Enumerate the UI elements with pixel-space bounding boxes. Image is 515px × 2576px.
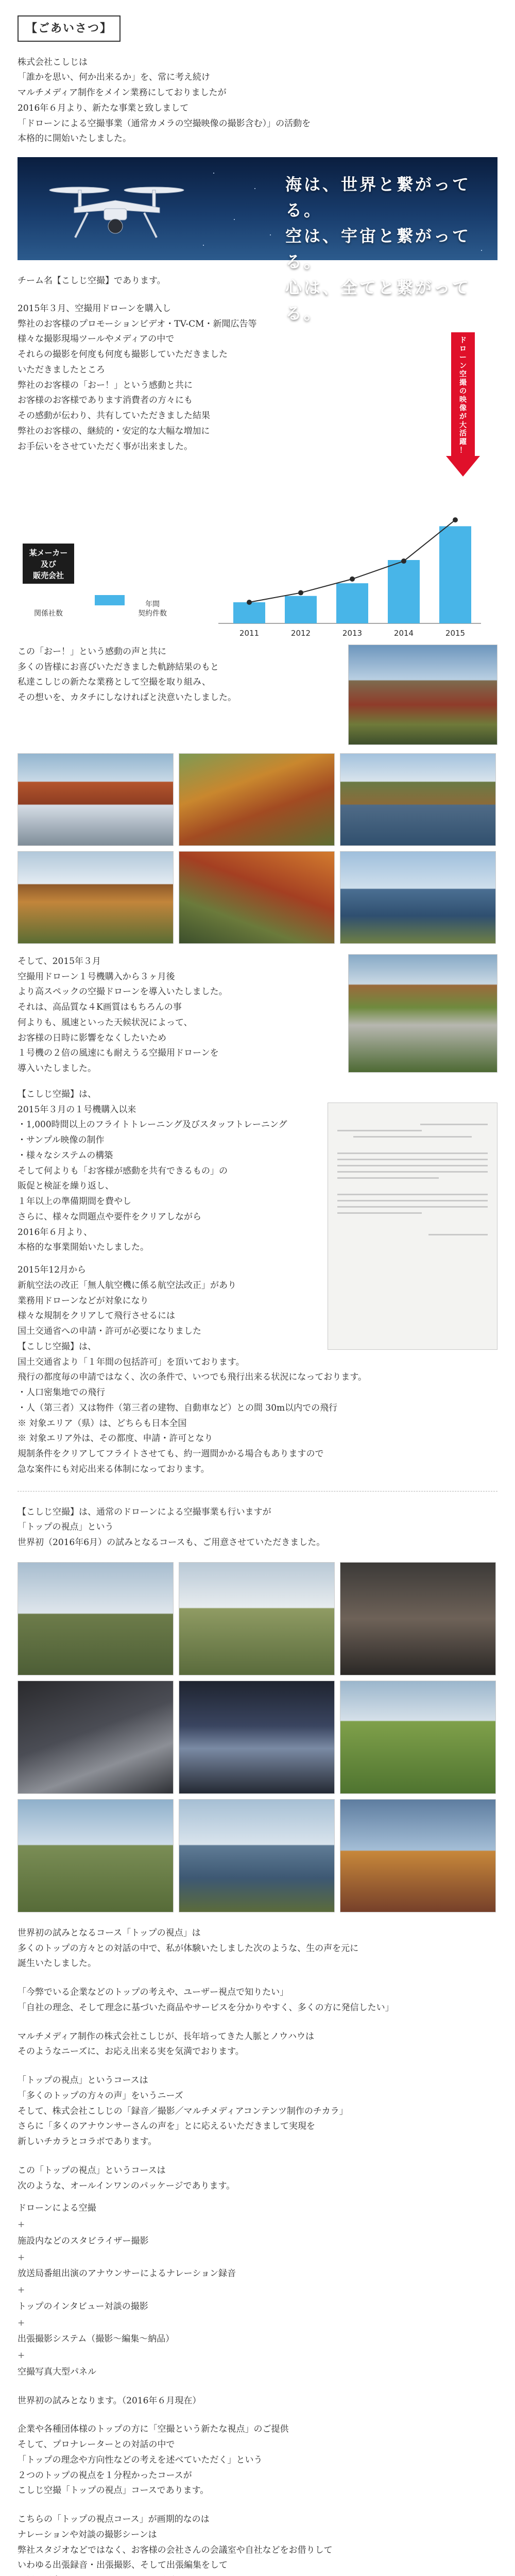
maker-label: 及び — [40, 559, 57, 569]
doc-line — [337, 1200, 488, 1201]
result2-line: こちらの「トップの視点コース」が画期的なのは — [18, 2514, 210, 2524]
license-item: さらに、様々な問題点や要件をクリアしながら — [18, 1211, 201, 1222]
legend-swatch — [95, 595, 125, 605]
license-p2-line: ※ 対象エリア（県）は、どちらも日本全国 — [18, 1418, 187, 1429]
package-item: 出張撮影システム（撮影〜編集〜納品） — [18, 2334, 175, 2345]
arrow-label-char: 活 — [459, 429, 467, 438]
license-p2-line: 2015年12月から — [18, 1265, 86, 1275]
top-view-line: 「トップの視点」というコースは — [18, 2075, 148, 2086]
history3-line: それは、高品質な４K画質はもちろんの事 — [18, 1002, 182, 1012]
service-line: 「トップの視点」という — [18, 1522, 114, 1533]
quote-1: 「今弊でいる企業などのトップの考えや、ユーザー視点で知りたい」 — [18, 1987, 289, 1997]
arrow-label-char: 映 — [459, 395, 467, 404]
license-p2-line: ・人（第三者）又は物件（第三者の建物、自動車など）との間 30m以内での飛行 — [18, 1402, 338, 1413]
result-line: ２つのトップの視点を１分程かったコースが — [18, 2470, 192, 2481]
plus-sign: + — [18, 2317, 25, 2328]
package-intro-line: この「トップの視点」というコースは — [18, 2165, 166, 2176]
top-view-line: さらに「多くのアナウンサーさんの声を」とに応えるいただきまして実現を — [18, 2121, 315, 2132]
intro-line: マルチメディア制作をメイン業務にしておりましたが — [18, 88, 227, 98]
legend-label: 契約件数 — [138, 609, 167, 618]
photo-lakeside — [179, 1799, 335, 1912]
history2-row — [18, 645, 497, 745]
history3-line: 何よりも、風速といった天候状況によって、 — [18, 1017, 193, 1028]
service-line: 世界初（2016年6月）の試みとなるコースも、ご用意させていただきました。 — [18, 1537, 325, 1548]
plus-sign: + — [18, 2252, 25, 2263]
license-p2-line: ・人口密集地での飛行 — [18, 1387, 105, 1398]
history3-line: 導入いたしました。 — [18, 1063, 96, 1074]
arrow-label-char: ン — [459, 362, 467, 370]
package-item: トップのインタビュー対談の撮影 — [18, 2301, 148, 2312]
history3-text — [18, 954, 340, 1077]
doc-line — [337, 1159, 488, 1160]
history-line: 弊社のお客様のプロモーションビデオ・TV-CM・新聞広告等 — [18, 318, 257, 329]
doc-line — [337, 1130, 422, 1131]
license-p2-line: 急な案件にも対応出来る体制になっております。 — [18, 1464, 210, 1475]
intro-line: 株式会社こしじは — [18, 57, 88, 67]
x-tick-label: 2011 — [239, 628, 260, 638]
license-p2-line: 新航空法の改正「無人航空機に係る航空法改正」があり — [18, 1280, 236, 1291]
aerial-photo-dam — [18, 753, 174, 846]
package-item: 施設内などのスタビライザー撮影 — [18, 2235, 149, 2246]
arrow-label-char: ！ — [459, 446, 467, 455]
license-item: ・1,000時間以上のフライトトレーニング及びスタッフトレーニング — [18, 1120, 287, 1130]
plus-sign: + — [18, 2285, 25, 2295]
photo-drone-shooting — [18, 1562, 174, 1675]
arrow-head — [446, 456, 480, 477]
slogan-sky: 空は、宇宙と繋がってる。 — [285, 226, 471, 272]
result2-line: ナレーションや対談の撮影シーンは — [18, 2529, 157, 2540]
license-p2-line: ※ 対象エリア外は、その都度、申請・許可となり — [18, 1433, 213, 1444]
trend-point — [350, 577, 355, 582]
bar — [336, 583, 368, 623]
result-line: こしじ空撮「トップの視点」コースであります。 — [18, 2485, 209, 2496]
x-tick-label: 2015 — [445, 628, 466, 638]
history-line: 2015年３月、空撮用ドローンを購入し — [18, 303, 171, 314]
arrow-label-char: が — [459, 412, 467, 421]
license-p2-line: 業務用ドローンなどが対象になり — [18, 1295, 149, 1306]
doc-line — [337, 1194, 488, 1195]
package-intro — [18, 2163, 497, 2194]
history2-line: 私達こしじの新たな業務として空撮を取り組み、 — [18, 677, 211, 688]
aerial-photo-autumn-campus — [348, 645, 497, 745]
arrow-label-char: ー — [459, 353, 467, 362]
bar — [233, 602, 265, 623]
license-item: 2016年６月より、 — [18, 1227, 93, 1238]
doc-line — [337, 1177, 439, 1179]
course-line: 多くのトップの方々との対話の中で、私が体験いたしました次のような、生の声を元に — [18, 1943, 359, 1954]
course-text — [18, 1926, 497, 1972]
legend-label: 年間 — [145, 600, 160, 608]
doc-line — [337, 1212, 422, 1214]
aerial-photo-coast — [340, 851, 496, 944]
history3-line: 空撮用ドローン１号機購入から３ヶ月後 — [18, 971, 175, 982]
history3-line: そして、2015年３月 — [18, 956, 101, 967]
license-head: 【こしじ空撮】は、 — [18, 1089, 96, 1099]
service-lead — [18, 1505, 497, 1551]
history-line: いただきましたところ — [18, 364, 105, 375]
photo-golf-course — [340, 1681, 496, 1794]
license-item: １年以上の準備期間を費やし — [18, 1196, 131, 1207]
trend-point — [247, 600, 252, 605]
doc-line — [428, 1234, 488, 1235]
mm-line: そのようなニーズに、お応え出来る実を気満でおります。 — [18, 2046, 244, 2057]
history-line: 様々な撮影現場ツールやメディアの中で — [18, 334, 175, 345]
page-title: 【ごあいさつ】 — [18, 15, 121, 42]
package-item: ドローンによる空撮 — [18, 2203, 96, 2214]
aerial-photo-mountain — [18, 851, 174, 944]
arrow-label-char: 撮 — [459, 378, 467, 387]
license-row — [18, 1087, 497, 1355]
history-line: それらの撮影を何度も何度も撮影していただきました — [18, 349, 228, 360]
arrow-label-char: の — [459, 387, 467, 396]
license-p2-line: 【こしじ空撮】は、 — [18, 1341, 96, 1352]
doc-line — [337, 1171, 488, 1173]
maker-label: 某メーカー — [29, 548, 68, 557]
divider — [18, 1491, 497, 1492]
trend-point — [453, 517, 458, 522]
history2-line: 多くの皆様にお喜びいただきました軌跡結果のもと — [18, 662, 219, 672]
doc-line — [337, 1153, 488, 1154]
result-line: そして、プロナレーターとの対話の中で — [18, 2439, 175, 2450]
flight-permit-document — [328, 1103, 497, 1350]
x-tick-label: 2012 — [290, 628, 311, 638]
license-item: 本格的な事業開始いたしました。 — [18, 1242, 149, 1253]
result2-line: 弊社スタジオなどではなく、お客様の会社さんの会議室や自社などをお借りして — [18, 2545, 333, 2555]
aerial-photo-lake — [340, 753, 496, 846]
doc-line — [353, 1136, 472, 1138]
aerial-photo-valley — [179, 851, 335, 944]
growth-chart — [18, 301, 497, 641]
license-item: 2015年３月の１号機購入以来 — [18, 1104, 136, 1115]
result2-line: いわゆる出張録音・出張撮影、そして出張編集をして — [18, 2560, 228, 2571]
license-p2-line: 規制条件をクリアしてフライトさせても、約一週間かかる場合もありますので — [18, 1449, 324, 1459]
license-item: そして何よりも「お客様が感動を共有できるもの」の — [18, 1165, 228, 1176]
quote-2: 「自社の理念、そして理念に基づいた商品やサービスを分かりやすく、多くの方に発信したい」 — [18, 2002, 394, 2013]
history3-row — [18, 954, 497, 1077]
maker-label: 販売会社 — [32, 570, 64, 580]
history2-line: この「おー！」という感動の声と共に — [18, 646, 166, 657]
x-tick-label: 2014 — [393, 628, 414, 638]
aerial-photo-stadium — [348, 954, 497, 1073]
bar — [285, 596, 317, 623]
license-item: ・様々なシステムの構築 — [18, 1150, 113, 1161]
intro-line: 本格的に開始いたしました。 — [18, 133, 131, 144]
history3-line: お客様の日時に影響をなくしたいため — [18, 1032, 166, 1043]
team-intro: チーム名【こしじ空撮】であります。 — [18, 276, 166, 286]
package-list — [18, 2201, 497, 2380]
photo-editing-desk — [179, 1681, 335, 1794]
top-view-line: 「多くのトップの方々の声」をいうニーズ — [18, 2090, 183, 2101]
history-line: 弊社のお客様の、継続的・安定的な大幅な増加に — [18, 426, 210, 436]
history2-text — [18, 645, 340, 745]
intro-text — [18, 55, 497, 147]
history3-line: より高スペックの空撮ドローンを導入いたしました。 — [18, 987, 228, 997]
bar — [388, 560, 420, 623]
result2-line — [18, 2573, 497, 2576]
aerial-photo-forest — [179, 753, 335, 846]
service-line: 【こしじ空撮】は、通常のドローンによる空撮事業も行いますが — [18, 1506, 271, 1517]
doc-line — [337, 1165, 488, 1166]
history2-line: その想いを、カタチにしなければと決意いたしました。 — [18, 692, 236, 703]
photo-outdoor-shoot — [18, 1799, 174, 1912]
intro-line: 2016年６月より、新たな事業と致しまして — [18, 103, 189, 113]
history-line: お手伝いをさせていただく事が出来ました。 — [18, 441, 193, 452]
license-item: ・サンプル映像の制作 — [18, 1135, 105, 1145]
history3-line: １号機の２倍の風速にも耐えうる空撮用ドローンを — [18, 1048, 219, 1059]
arrow-label-char: 像 — [459, 404, 467, 413]
shooting-photo-grid — [18, 1562, 497, 1912]
result-line: 企業や各種団体様のトップの方に「空撮という新たな視点」のご提供 — [18, 2424, 289, 2435]
result-text — [18, 2422, 497, 2499]
slogan-heart: 心は、全てと繋がってる。 — [285, 278, 471, 323]
slogan-sea: 海は、世界と繋がってる。 — [285, 175, 471, 220]
top-view-line: 新しいチカラとコラボであります。 — [18, 2137, 157, 2147]
license-p2-line: 国土交通省より「１年間の包括許可」を頂いております。 — [18, 1357, 245, 1367]
mm-line: マルチメディア制作の株式会社こしじが、長年培ってきた人脈とノウハウは — [18, 2031, 314, 2042]
photo-studio-equipment — [18, 1681, 174, 1794]
license-text — [18, 1087, 319, 1355]
world-first-note: 世界初の試みとなります。（2016年６月現在） — [18, 2395, 201, 2406]
photo-panel-print — [340, 1799, 496, 1912]
arrow-label-char: 空 — [459, 370, 467, 379]
trend-point — [298, 590, 303, 595]
photo-interview-room — [340, 1562, 496, 1675]
doc-line — [420, 1124, 488, 1125]
package-item: 空撮写真大型パネル — [18, 2366, 96, 2377]
intro-line: 「ドローンによる空撮事業（通常カメラの空撮映像の撮影含む）」の活動を — [18, 118, 311, 129]
drone-illustration — [38, 177, 193, 241]
history-line: その感動が伝わり、共有していただきました結果 — [18, 411, 210, 421]
result-line: 「トップの理念や方向性などの考えを述べていただく」という — [18, 2454, 263, 2465]
top-view-line: そして、株式会社こしじの「録音／撮影／マルチメディアコンテンツ制作のチカラ」 — [18, 2106, 348, 2116]
multimedia-text — [18, 2029, 497, 2060]
intro-line: 「誰かを思い、何か出来るか」を、常に考え続け — [18, 72, 210, 83]
history-line: 弊社のお客様の「おー！」という感動と共に — [18, 380, 193, 391]
arrow-label-char: 躍 — [459, 437, 467, 446]
arrow-label-char: ロ — [459, 345, 467, 353]
arrow-label-char: 大 — [459, 421, 467, 430]
x-tick-label: 2013 — [342, 628, 363, 638]
plus-sign: + — [18, 2350, 25, 2361]
package-item: 放送局番組出演のアナウンサーによるナレーション録音 — [18, 2268, 236, 2279]
trend-point — [401, 558, 406, 564]
license-p2-line: 飛行の都度毎の申請ではなく、次の条件で、いつでも飛行出来る状況になっております。 — [18, 1372, 367, 1383]
license-item: 販促と検証を繰り返し、 — [18, 1181, 114, 1192]
course-line: 世界初の試みとなるコース「トップの視点」は — [18, 1927, 201, 1938]
course-line: 誕生いたしました。 — [18, 1958, 96, 1969]
doc-line — [337, 1206, 488, 1208]
history-line: お客様のお客様であります消費者の方々にも — [18, 395, 193, 406]
bar — [439, 526, 471, 623]
plus-sign: + — [18, 2219, 25, 2230]
growth-chart-block — [18, 301, 497, 641]
result2-text — [18, 2512, 497, 2576]
arrow-label-char: ド — [459, 336, 467, 345]
license-p2-line: 様々な規制をクリアして飛行させるには — [18, 1311, 175, 1321]
maker-caption: 関係社数 — [34, 609, 63, 618]
aerial-photo-grid — [18, 753, 497, 944]
license-p2-line: 国土交通省への申請・許可が必要になりました — [18, 1326, 201, 1336]
package-intro-line: 次のような、オールインワンのパッケージであります。 — [18, 2180, 235, 2191]
photo-field-crew — [179, 1562, 335, 1675]
license-p2-continued — [18, 1355, 497, 1478]
top-view-text — [18, 2073, 497, 2150]
